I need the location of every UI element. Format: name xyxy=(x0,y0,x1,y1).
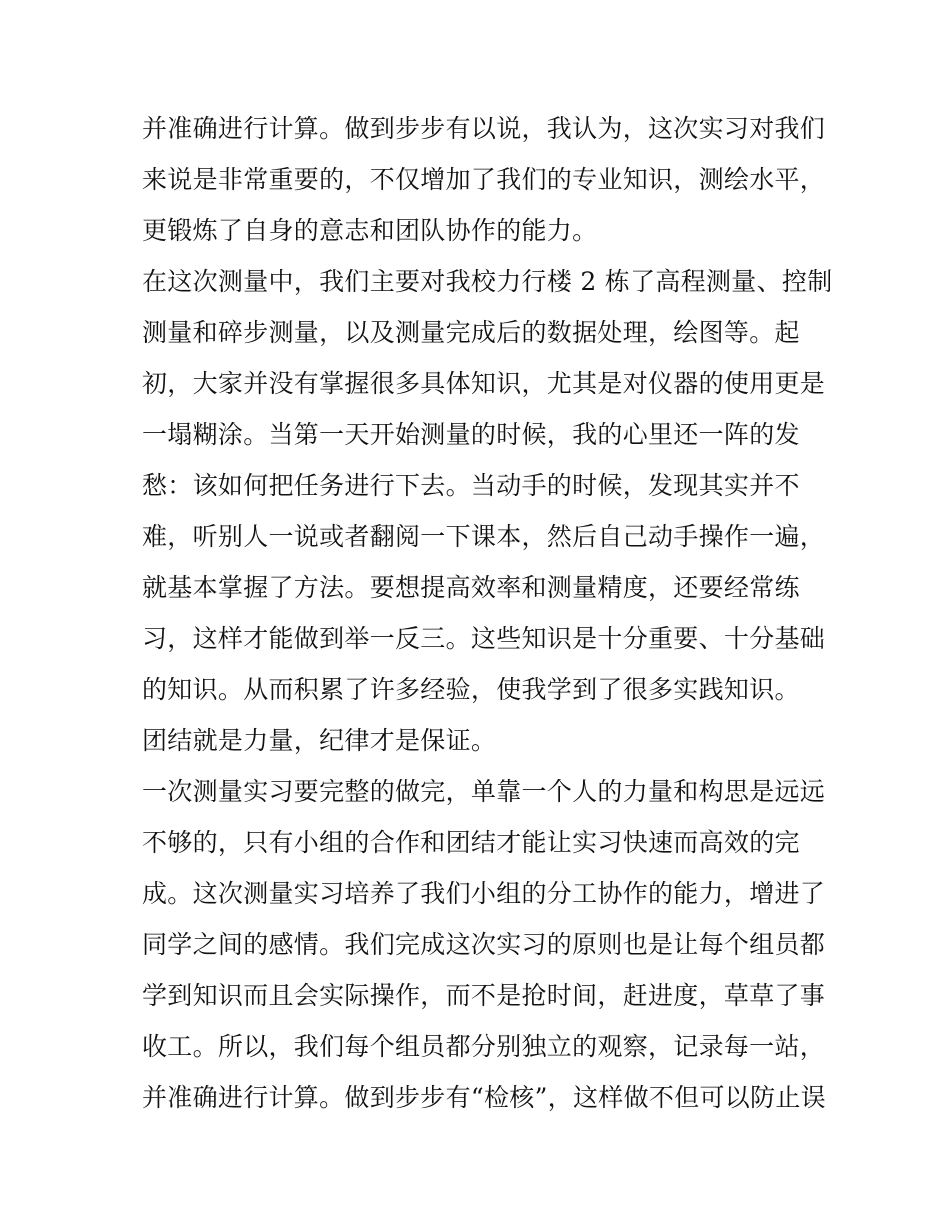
text-line: 并准确进行计算。做到步步有“检核”，这样做不但可以防止误 xyxy=(142,1083,826,1112)
text-line: 并准确进行计算。做到步步有以说，我认为，这次实习对我们 xyxy=(142,114,826,143)
text-line: 成。这次测量实习培养了我们小组的分工协作的能力，增进了 xyxy=(142,879,826,908)
text-line: 就基本掌握了方法。要想提高效率和测量精度，还要经常练 xyxy=(142,573,800,602)
text-line: 团结就是力量，纪律才是保证。 xyxy=(142,726,497,755)
text-line: 愁：该如何把任务进行下去。当动手的时候，发现其实并不 xyxy=(142,471,800,500)
text-line: 来说是非常重要的，不仅增加了我们的专业知识，测绘水平， xyxy=(142,165,826,194)
text-line: 不够的，只有小组的合作和团结才能让实习快速而高效的完 xyxy=(142,828,800,857)
text-line: 更锻炼了自身的意志和团队协作的能力。 xyxy=(142,216,598,245)
text-line: 初，大家并没有掌握很多具体知识，尤其是对仪器的使用更是 xyxy=(142,369,826,398)
text-line: 一次测量实习要完整的做完，单靠一个人的力量和构思是远远 xyxy=(142,777,826,806)
text-line: 学到知识而且会实际操作，而不是抢时间，赶进度，草草了事 xyxy=(142,981,826,1010)
text-line: 难，听别人一说或者翻阅一下课本，然后自己动手操作一遍， xyxy=(142,522,826,551)
text-line: 同学之间的感情。我们完成这次实习的原则也是让每个组员都 xyxy=(142,930,826,959)
text-line: 一塌糊涂。当第一天开始测量的时候，我的心里还一阵的发 xyxy=(142,420,800,449)
text-line: 在这次测量中，我们主要对我校力行楼 2 栋了高程测量、控制 xyxy=(142,267,833,296)
text-line: 习，这样才能做到举一反三。这些知识是十分重要、十分基础 xyxy=(142,624,826,653)
text-line: 测量和碎步测量，以及测量完成后的数据处理，绘图等。起 xyxy=(142,318,800,347)
text-line: 收工。所以，我们每个组员都分别独立的观察，记录每一站， xyxy=(142,1032,826,1061)
text-line: 的知识。从而积累了许多经验，使我学到了很多实践知识。 xyxy=(142,675,800,704)
